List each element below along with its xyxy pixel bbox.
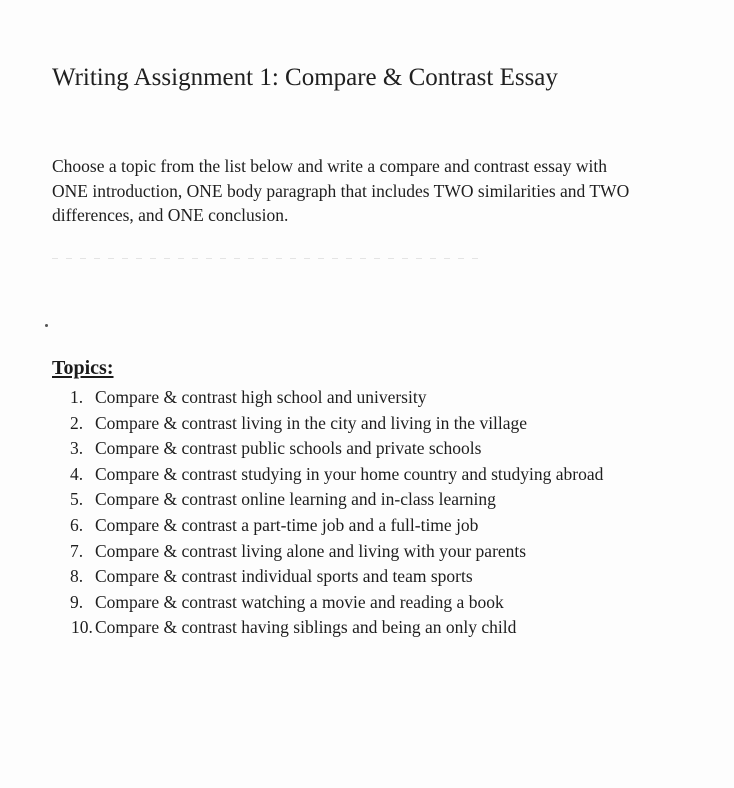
topic-item — [70, 615, 630, 641]
topic-text: Compare & contrast living in the city and living in the village — [95, 412, 528, 433]
topic-number: 8. — [70, 566, 84, 587]
topic-item — [70, 436, 630, 462]
topic-item — [70, 487, 630, 513]
topic-number: 7. — [70, 540, 84, 561]
stray-dot — [45, 324, 48, 327]
topic-number: 4. — [70, 463, 84, 484]
topic-item — [70, 539, 630, 565]
topic-text: Compare & contrast studying in your home country and studying abroad — [95, 463, 604, 484]
topic-text: Compare & contrast watching a movie and reading a book — [95, 591, 504, 612]
topic-number: 2. — [70, 412, 84, 433]
topic-number: 5. — [70, 489, 84, 510]
faint-divider — [52, 258, 482, 259]
topic-number: 6. — [70, 514, 84, 535]
topic-number: 3. — [70, 438, 84, 459]
topic-text: Compare & contrast having siblings and being an only child — [95, 617, 517, 638]
topic-item — [70, 462, 630, 488]
topic-item — [70, 564, 630, 590]
topic-text: Compare & contrast high school and university — [95, 387, 427, 407]
topic-text: Compare & contrast public schools and private schools — [95, 438, 482, 459]
topic-number: 1. — [70, 387, 84, 407]
topic-item — [70, 513, 630, 539]
topic-item — [70, 411, 630, 437]
topic-text: Compare & contrast online learning and in-class learning — [95, 489, 496, 510]
topic-number: 9. — [70, 591, 84, 612]
topic-text: Compare & contrast individual sports and team sports — [95, 566, 473, 587]
topic-item — [70, 590, 630, 616]
document-title: Writing Assignment 1: Compare & Contrast Essay — [52, 64, 558, 91]
topics-heading: Topics: — [52, 357, 114, 379]
topics-list — [70, 385, 630, 641]
topic-number: 10. — [71, 617, 93, 638]
topic-item — [70, 385, 630, 411]
topic-text: Compare & contrast living alone and living with your parents — [95, 540, 527, 561]
topic-text: Compare & contrast a part-time job and a full-time job — [95, 514, 479, 535]
assignment-instructions: Choose a topic from the list below and write a compare and contrast essay with ONE introduction, ONE body paragraph that includes TWO similarities and TWO differences, and ONE conclusion. — [52, 156, 630, 225]
